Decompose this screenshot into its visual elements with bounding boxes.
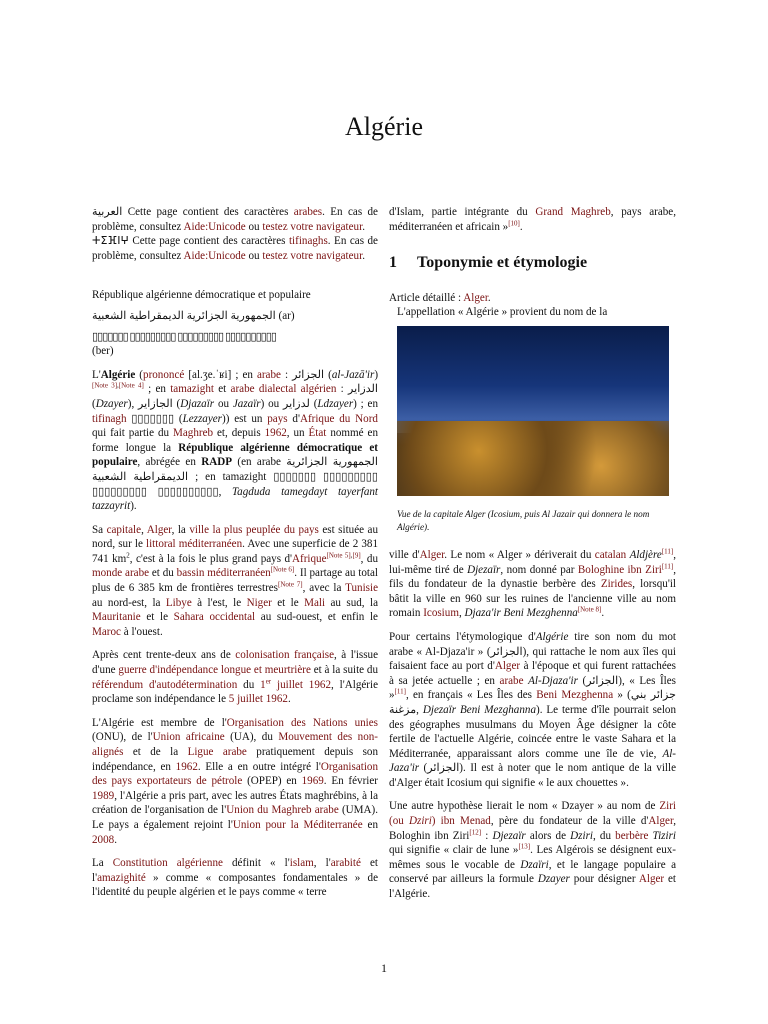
link-opep[interactable]: Organisation des pays exportateurs de pétrole xyxy=(92,760,378,788)
link-berbere[interactable]: berbère xyxy=(615,829,649,842)
link-testez-navigateur-2[interactable]: testez votre navigateur xyxy=(262,249,363,262)
link-zirides[interactable]: Zirides xyxy=(600,578,633,591)
link-mauritanie[interactable]: Mauritanie xyxy=(92,611,141,624)
ref-11-b[interactable]: [11] xyxy=(661,561,674,570)
link-alger[interactable]: Alger xyxy=(146,523,172,536)
page-title: Algérie xyxy=(345,112,423,141)
link-alger-3[interactable]: Alger xyxy=(494,660,521,673)
ref-11-c[interactable]: [11] xyxy=(394,687,406,696)
link-tunisie[interactable]: Tunisie xyxy=(345,582,378,595)
tifinagh-script-notice: ⵜⵉⴼⵏⵖ Cette page contient des caractères tifinaghs. En cas de problème, consultez Aide:Unicode ou testez votre navigateur. xyxy=(92,235,378,262)
link-guerre-independance[interactable]: guerre d'indépendance longue et meurtrière xyxy=(118,664,311,677)
link-tamazight[interactable]: tamazight xyxy=(170,383,214,396)
constitution-paragraph: La Constitution algérienne définit « l'islam, l'arabité et l'amazighité » comme « composantes fondamentales » de l'identité du peuple algérien et le pays comme « terre xyxy=(92,857,378,899)
link-ville-peuplee[interactable]: ville la plus peuplée du pays xyxy=(189,523,319,536)
ref-12[interactable]: [12] xyxy=(469,827,482,836)
article-detaille: Article détaillé : Alger. xyxy=(389,291,491,304)
link-union-africaine[interactable]: Union africaine xyxy=(152,731,225,744)
link-maroc[interactable]: Maroc xyxy=(92,625,121,638)
link-2008[interactable]: 2008 xyxy=(92,833,115,846)
etymology-paragraph-2: Pour certains l'étymologique d'Algérie tire son nom du mot arabe « Al-Djaza'ir » (الجزائر), qui rattache le nom aux îles qui faisaient face au port d'Alger à l'époque et qui furent rattachées à sa jetée actuelle ; en arabe Al-Djaza'ir (الجزائر), « Les Îles »[11], en français « Les Îles des Beni Mezghenna » (جزائر بني مزغنة, Djezaïr Beni Mezghanna). Le terme d'île pourrait selon des géographes musulmans du Moyen Âge désigner la côte fertile de l'actuelle Algérie, coincée entre le vaste Sahara et la Méditerranée, apparaissant alors comme une île de vie, Al-Jaza'ir (الجزائر). Il est à noter que le nom antique de la ville d'Alger était Icosium qui signifie « le aux chouettes ». xyxy=(389,630,677,789)
link-arabe-2[interactable]: arabe xyxy=(499,674,524,687)
history-paragraph: Après cent trente-deux ans de colonisation française, à l'issue d'une guerre d'indépendance longue et meurtrière et à la suite du référendum d'autodétermination du 1er juillet 1962, l'Algérie proclame son indépendance le 5 juillet 1962. xyxy=(92,649,379,706)
link-amazighite[interactable]: amazighité xyxy=(97,871,146,884)
tifinagh-script-sample: ⵜⵉⴼⵏⵖ xyxy=(92,235,129,248)
link-1962[interactable]: 1962 xyxy=(264,427,287,440)
continued-paragraph: d'Islam, partie intégrante du Grand Maghreb, pays arabe, méditerranéen et africain »[10]. xyxy=(389,206,676,233)
ref-note-7[interactable]: [Note 7] xyxy=(278,580,303,589)
right-column xyxy=(389,205,676,911)
link-icosium[interactable]: Icosium xyxy=(423,607,459,620)
official-name-ber-tag: (ber) xyxy=(92,345,114,358)
link-mali[interactable]: Mali xyxy=(304,596,326,609)
geography-paragraph: Sa capitale, Alger, la ville la plus peuplée du pays est située au nord, sur le littoral méditerranéen. Avec une superficie de 2 381 741 $km^2$, c'est à la fois le plus grand pays d'Afrique[Note 5],[9], du monde arabe et du bassin méditerranéen[Note 6]. Il partage au total plus de 6 385 km de frontières terrestres[Note 7], avec la Tunisie au nord-est, la Libye à l'est, le Niger et le Mali au sud, la Mauritanie et le Sahara occidental au sud-ouest, et enfin le Maroc à l'ouest. xyxy=(92,523,378,638)
ref-note-4[interactable]: [Note 4] xyxy=(118,381,144,390)
link-etat[interactable]: État xyxy=(308,427,327,440)
link-ziri-ibn-menad[interactable]: Ziri (ou Dziri) ibn Menad xyxy=(389,800,676,828)
link-niger[interactable]: Niger xyxy=(246,596,272,609)
link-sahara-occidental[interactable]: Sahara occidental xyxy=(173,611,256,624)
left-column xyxy=(92,205,378,909)
link-article-alger[interactable]: Alger xyxy=(463,291,488,304)
section-heading-toponymie: 1 Toponymie et étymologie xyxy=(389,254,588,272)
link-maghreb[interactable]: Maghreb xyxy=(173,427,214,440)
ref-note-8[interactable]: [Note 8] xyxy=(577,605,602,614)
ref-note-3[interactable]: [Note 3] xyxy=(92,381,118,390)
link-colonisation[interactable]: colonisation française xyxy=(235,649,335,662)
link-afrique-du-nord[interactable]: Afrique du Nord xyxy=(299,412,378,425)
link-arabe[interactable]: arabe xyxy=(256,368,281,381)
page-number: 1 xyxy=(381,961,387,975)
link-grand-maghreb[interactable]: Grand Maghreb xyxy=(535,206,611,218)
link-aide-unicode[interactable]: Aide:Unicode xyxy=(183,220,246,233)
link-littoral[interactable]: littoral méditerranéen xyxy=(146,538,243,551)
link-islam[interactable]: islam xyxy=(289,857,314,870)
alger-night-photo xyxy=(397,326,669,496)
link-alger-4[interactable]: Alger xyxy=(648,815,674,828)
link-pays[interactable]: pays xyxy=(267,412,288,425)
link-catalan[interactable]: catalan xyxy=(594,548,627,561)
ref-11[interactable]: [11] xyxy=(661,547,674,556)
official-name-ar: الجمهورية الجزائرية الديمقراطية الشعبية (ar) xyxy=(92,309,295,322)
link-arabite[interactable]: arabité xyxy=(330,857,361,870)
link-capitale[interactable]: capitale xyxy=(106,523,142,536)
link-beni-mezghenna[interactable]: Beni Mezghenna xyxy=(536,689,614,702)
link-aide-unicode-2[interactable]: Aide:Unicode xyxy=(183,249,246,262)
link-constitution[interactable]: Constitution algérienne xyxy=(112,857,223,870)
ref-10[interactable]: [10] xyxy=(508,218,520,227)
link-bologhine[interactable]: Bologhine ibn Ziri xyxy=(577,563,662,576)
arabic-script-sample: العربية xyxy=(92,206,123,218)
link-ligue-arabe[interactable]: Ligue arabe xyxy=(187,746,247,758)
link-alger-5[interactable]: Alger xyxy=(638,873,665,886)
link-onu[interactable]: Organisation des Nations unies xyxy=(226,716,378,729)
arabic-script-notice: العربية Cette page contient des caractères arabes. En cas de problème, consultez Aide:Unicode ou testez votre navigateur. xyxy=(92,206,378,233)
etymology-paragraph-1: ville d'Alger. Le nom « Alger » dériverait du catalan Aldjère[11], lui-même tiré de Djezaïr, nom donné par Bologhine ibn Ziri[11], fils du fondateur de la dynastie berbère des Zirides, lorsqu'il bâtit la ville en 960 sur les ruines de l'ancienne ville au nom romain Icosium, Djaza'ir Beni Mezghenna[Note 8]. xyxy=(389,547,677,620)
link-testez-navigateur[interactable]: testez votre navigateur xyxy=(262,220,363,233)
link-union-mediterranee[interactable]: Union pour la Méditerranée xyxy=(232,818,363,831)
link-tifinaghs[interactable]: tifinaghs xyxy=(288,235,328,248)
link-monde-arabe[interactable]: monde arabe xyxy=(92,567,150,580)
official-name-ber: ▯▯▯▯▯▯▯ ▯▯▯▯▯▯▯▯▯ ▯▯▯▯▯▯▯▯▯ ▯▯▯▯▯▯▯▯▯▯ xyxy=(92,330,276,343)
link-bassin-mediterraneen[interactable]: bassin méditerranéen xyxy=(176,567,271,580)
link-arabe-dialectal[interactable]: arabe dialectal algérien xyxy=(230,383,337,396)
membership-paragraph: L'Algérie est membre de l'Organisation des Nations unies (ONU), de l'Union africaine (UA), du Mouvement des non-alignés et de la Ligue arabe pratiquement depuis son indépendance, en 1962. Elle a en outre intégré l'Organisation des pays exportateurs de pétrole (OPEP) en 1969. En février 1989, l'Algérie a pris part, avec les autres États maghrébins, à la création de l'organisation de l'Union du Maghreb arabe (UMA). Le pays a également rejoint l'Union pour la Méditerranée en 2008. xyxy=(92,716,379,846)
etymology-paragraph-3: Une autre hypothèse lierait le nom « Dzayer » au nom de Ziri (ou Dziri) ibn Menad, père du fondateur de la ville d'Alger, Bologhin ibn Ziri[12] : Djezaïr alors de Dziri, du berbère Tiziri qui signifie « clair de lune »[13]. Les Algérois se désignent eux-mêmes sous le vocable de Dzaïri, et le langage populaire a conservé par ailleurs la formule Dzayer pour désigner Alger et l'Algérie. xyxy=(389,800,677,901)
link-5-juillet-1962[interactable]: 5 juillet 1962 xyxy=(228,693,288,706)
intro-paragraph: L'Algérie (prononcé [al.ʒe.ˈʁi] ; en arabe : الجزائر (al-Jazā'ir)[Note 3],[Note 4] ; en tamazight et arabe dialectal algérien : الدزاير (Dzayer), الجازاير (Djazaïr ou Jazaïr) ou لدزاير (Ldzayer) ; en tifinagh ▯▯▯▯▯▯▯ (Lezzayer)) est un pays d'Afrique du Nord qui fait partie du Maghreb et, depuis 1962, un État nommé en forme longue la République algérienne démocratique et populaire, abrégée en RADP (en arabe الجمهورية الجزائرية الديمقراطية الشعبية ; en tamazight ▯▯▯▯▯▯▯ ▯▯▯▯▯▯▯▯▯ ▯▯▯▯▯▯▯▯▯ ▯▯▯▯▯▯▯▯▯▯, Tagduda tamegdayt tayerfant tazzayrit). xyxy=(92,368,379,513)
ref-13[interactable]: [13] xyxy=(518,842,531,851)
link-1er-juillet-1962[interactable]: 1er juillet 1962 xyxy=(260,676,331,691)
link-prononce[interactable]: prononcé xyxy=(143,368,185,381)
link-tifinagh[interactable]: tifinagh xyxy=(92,412,127,425)
photo-caption: Vue de la capitale Alger (Icosium, puis Al Jazair qui donnera le nom Algérie). xyxy=(397,508,650,532)
ref-note-5[interactable]: [Note 5] xyxy=(326,551,351,560)
link-1962-b[interactable]: 1962 xyxy=(175,760,198,773)
link-arabes[interactable]: arabes xyxy=(293,206,323,218)
ref-9[interactable]: [9] xyxy=(352,551,361,560)
link-libye[interactable]: Libye xyxy=(165,596,192,609)
etymology-intro: L'appellation « Algérie » provient du nom de la xyxy=(397,306,608,319)
link-alger-2[interactable]: Alger xyxy=(419,548,445,561)
official-name-fr: République algérienne démocratique et populaire xyxy=(92,289,311,302)
ref-note-6[interactable]: [Note 6] xyxy=(270,565,295,574)
link-non-alignes[interactable]: Mouvement des non-alignés xyxy=(92,731,378,758)
link-referendum[interactable]: référendum d'autodétermination xyxy=(92,678,238,691)
link-uma[interactable]: Union du Maghreb arabe xyxy=(226,804,339,817)
link-1989[interactable]: 1989 xyxy=(92,789,115,802)
link-afrique[interactable]: Afrique xyxy=(292,552,327,565)
link-1969[interactable]: 1969 xyxy=(301,775,324,788)
